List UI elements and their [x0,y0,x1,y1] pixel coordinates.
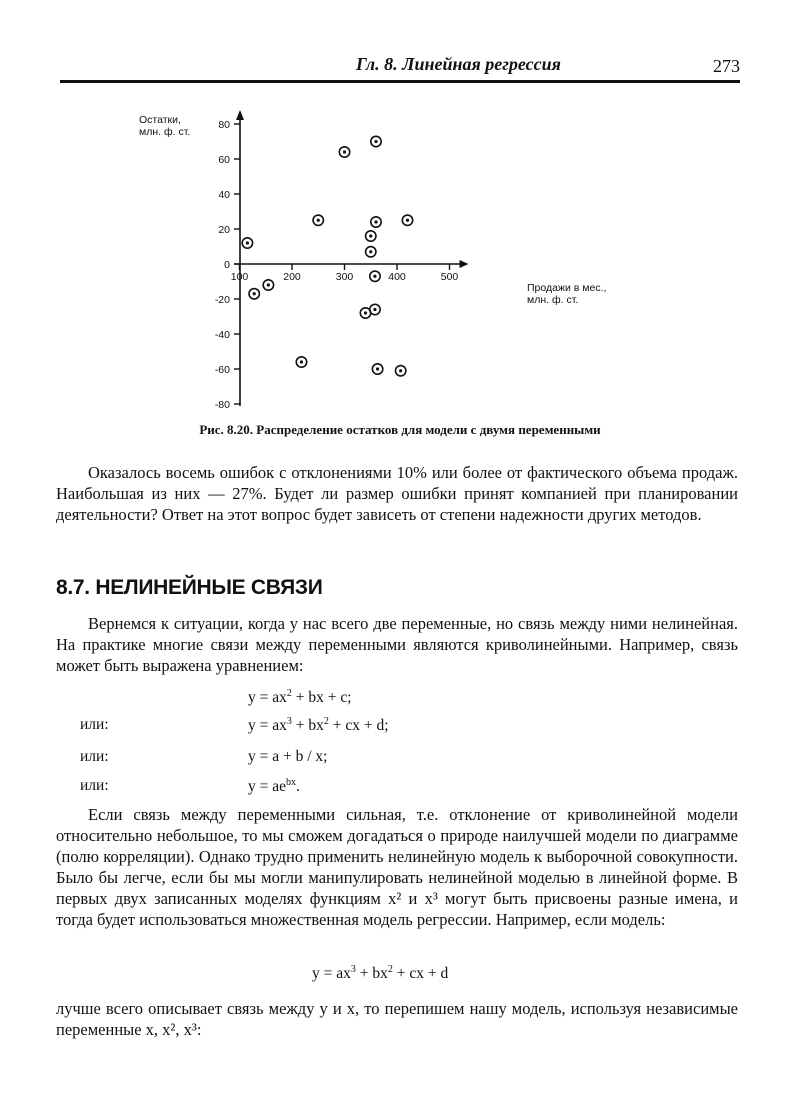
section-heading: 8.7. НЕЛИНЕЙНЫЕ СВЯЗИ [56,576,323,599]
y-tick-label: 80 [218,119,230,131]
data-point-center [364,311,367,314]
data-point-center [300,360,303,363]
x-axis-arrow [460,260,469,268]
data-point-center [376,367,379,370]
x-axis-label-line1: Продажи в мес., [527,282,607,294]
y-tick-label: -20 [214,294,230,306]
x-tick-label: 500 [440,271,459,283]
data-point-center [253,292,256,295]
data-point-center [373,308,376,311]
y-axis-label-line2: млн. ф. ст. [139,126,191,138]
data-point-center [369,250,372,253]
paragraph-nonlinear-intro-text: Вернемся к ситуации, когда у нас всего две переменные, но связь между ними нелинейная. На практике многие связи между переменными являются криволинейными. Например, связь может быть выражена уравнением: [56,614,738,675]
data-point-center [267,283,270,286]
y-tick-label: -60 [214,364,230,376]
equation-hyperbolic: y = a + b / x; [248,748,328,765]
equation-quadratic: $y = ax^2$ + bx + c; [248,688,352,707]
data-point-center [246,241,249,244]
y-tick-label: 20 [218,224,230,236]
paragraph-errors [56,462,738,525]
y-tick-label: 0 [224,259,230,271]
paragraph-nonlinear-intro [56,613,738,676]
paragraph-strong-relation-text: Если связь между переменными сильная, т.е. отклонение от криволинейной модели относительно небольшое, то мы сможем догадаться о природе наилучшей модели по диаграмме (полю корреляции). Однако трудно применить нелинейную модель к выборочной совокупности. Было бы легче, если бы мы могли манипулировать нелинейной моделью в линейной форме. В первых двух записанных моделях функциям x² и x³ могут быть присвоены разные имена, и тогда будет использоваться множественная модель регрессии. Например, если модель: [56,805,738,929]
chapter-title: Гл. 8. Линейная регрессия [356,54,561,74]
x-tick-label: 200 [283,271,301,283]
data-point-center [406,219,409,222]
paragraph-errors-text: Оказалось восемь ошибок с отклонениями 10% или более от фактического объема продаж. Наибольшая из них — 27%. Будет ли размер ошибки принят компанией при планировании деятельности? Ответ на этот вопрос будет зависеть от степени надежности других методов. [56,463,738,524]
data-point-center [373,275,376,278]
data-point-center [343,150,346,153]
y-tick-label: 60 [218,154,230,166]
data-point-center [317,219,320,222]
equation-cubic: $y = ax^3 + bx^2$ + cx + d; [248,716,389,735]
paragraph-strong-relation [56,804,738,930]
y-axis-arrow [236,110,244,120]
or-label-1: или: [80,716,109,733]
or-label-2: или: [80,748,109,765]
x-tick-label: 400 [388,271,406,283]
page-number: 273 [713,56,740,76]
y-axis-label-line1: Остатки, [139,114,181,126]
figure-caption: Рис. 8.20. Распределение остатков для модели с двумя переменными [199,422,601,437]
x-tick-label: 100 [230,271,249,283]
data-point-center [374,220,377,223]
y-tick-label: 40 [218,189,230,201]
residuals-scatter-chart [0,0,800,420]
paragraph-rewrite-model: лучше всего описывает связь между y и x, то перепишем нашу модель, используя независимые переменные x, x², x³: [56,999,738,1039]
equation-exponential: $y = ae^{bx}$. [248,777,300,796]
or-label-3: или: [80,777,109,794]
data-point-center [374,140,377,143]
x-axis-label-line2: млн. ф. ст. [527,294,579,306]
y-tick-label: -80 [214,399,230,411]
data-point-center [369,234,372,237]
x-tick-label: 300 [335,271,354,283]
y-tick-label: -40 [214,329,230,341]
equation-cubic-model: $y = ax^3 + bx^2$ + cx + d [312,964,449,983]
data-point-center [399,369,402,372]
